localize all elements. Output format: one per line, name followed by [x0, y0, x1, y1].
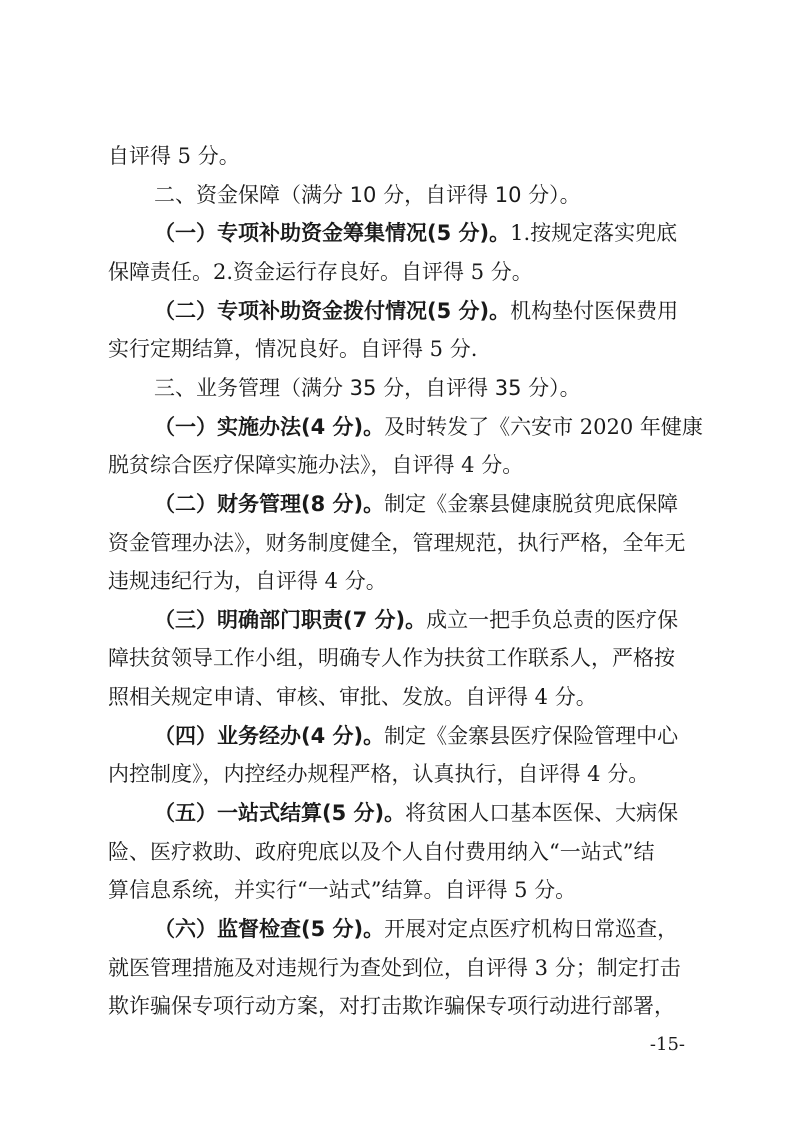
paragraph-first-line — [154, 368, 793, 408]
paragraph-first-line — [154, 291, 793, 331]
paragraph-first-line — [154, 484, 793, 524]
section-heading-text: （六）监督检查(5 分)。 — [154, 917, 385, 941]
section-heading-text: （一）实施办法(4 分)。 — [154, 414, 385, 439]
body-text-span: 制定《金寨县医疗保险管理中心 — [384, 723, 679, 748]
body-text-span: 制定《金寨县健康脱贫兜底保障 — [384, 491, 679, 516]
body-text-span: 欺诈骗保专项行动方案，对打击欺诈骗保专项行动进行部署， — [108, 994, 675, 1019]
section-heading-text: （二）财务管理(8 分)。 — [154, 491, 385, 516]
section-heading-text: （二）专项补助资金拨付情况(5 分)。 — [154, 298, 511, 323]
body-text-span: 机构垫付医保费用 — [510, 298, 679, 323]
paragraph-line — [108, 870, 793, 910]
paragraph-line — [108, 329, 793, 369]
paragraph-line — [108, 754, 793, 794]
body-text-span: 脱贫综合医疗保障实施办法》，自评得 4 分。 — [108, 453, 524, 478]
section-heading-text: （四）业务经办(4 分)。 — [154, 723, 385, 748]
body-text-span: 开展对定点医疗机构日常巡查， — [384, 917, 679, 941]
body-text-span: 保障责任。2.资金运行存良好。自评得 5 分。 — [108, 259, 533, 284]
paragraph-first-line — [154, 175, 793, 215]
body-text-span: 成立一把手负总责的医疗保 — [426, 607, 679, 632]
section-heading-text: （三）明确部门职责(7 分)。 — [154, 607, 427, 632]
body-text-span: 违规违纪行为，自评得 4 分。 — [108, 569, 387, 594]
body-text-span: 及时转发了《六安市 2020 年健康 — [384, 414, 703, 439]
paragraph-line — [108, 832, 793, 872]
body-text-span: 实行定期结算，情况良好。自评得 5 分. — [108, 337, 478, 362]
body-text-span: 险、医疗救助、政府兜底以及个人自付费用纳入“一站式”结 — [108, 839, 655, 864]
paragraph-first-line — [154, 600, 793, 640]
paragraph-first-line — [154, 793, 793, 833]
body-text-span: 自评得 5 分。 — [108, 144, 240, 168]
paragraph-first-line — [154, 213, 793, 253]
paragraph-first-line — [154, 407, 793, 447]
paragraph-line — [108, 136, 793, 176]
paragraph-first-line — [154, 909, 793, 949]
paragraph-line — [108, 677, 793, 717]
body-text-span: 将贫困人口基本医保、大病保 — [405, 801, 679, 826]
body-text-span: 1.按规定落实兜底 — [510, 221, 678, 246]
page-number: -15- — [649, 1034, 685, 1055]
body-text-span: 障扶贫领导工作小组，明确专人作为扶贫工作联系人，严格按 — [108, 646, 675, 671]
paragraph-line — [108, 561, 793, 601]
body-text-span: 照相关规定申请、审核、审批、发放。自评得 4 分。 — [108, 685, 597, 710]
paragraph-line — [108, 523, 793, 563]
body-text-span: 资金管理办法》，财务制度健全，管理规范，执行严格，全年无 — [108, 530, 686, 555]
paragraph-line — [108, 638, 793, 678]
paragraph-line — [108, 445, 793, 485]
paragraph-line — [108, 986, 793, 1026]
paragraph-line — [108, 948, 793, 988]
body-text-span: 算信息系统，并实行“一站式”结算。自评得 5 分。 — [108, 878, 577, 903]
paragraph-line — [108, 252, 793, 292]
body-text-span: 就医管理措施及对违规行为查处到位，自评得 3 分；制定打击 — [108, 955, 681, 980]
chapter-heading-text: 三、业务管理（满分 35 分，自评得 35 分）。 — [154, 375, 581, 400]
section-heading-text: （一）专项补助资金筹集情况(5 分)。 — [154, 221, 511, 246]
chapter-heading-text: 二、资金保障（满分 10 分，自评得 10 分）。 — [154, 182, 581, 207]
body-text-span: 内控制度》，内控经办规程严格，认真执行，自评得 4 分。 — [108, 762, 650, 787]
paragraph-first-line — [154, 716, 793, 756]
section-heading-text: （五）一站式结算(5 分)。 — [154, 801, 406, 826]
